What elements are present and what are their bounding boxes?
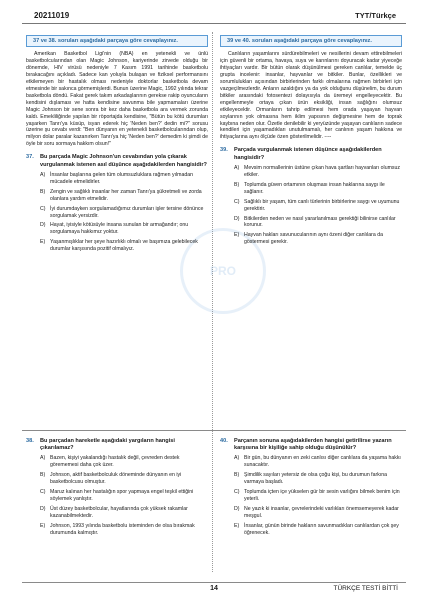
option-d[interactable]: D) Ne yazık ki insanlar, çevrelerindeki varlıkları önemsemeyerek kadar meşgul.	[234, 506, 399, 520]
option-e[interactable]: E) Johnson, 1993 yılında basketbolu isteminden de olsa bırakmak durumunda kalmıştır.	[40, 523, 195, 536]
footer-rule	[22, 582, 406, 583]
left-column	[26, 35, 208, 256]
left-passage: Amerikan Basketbol Ligi'nin (NBA) en yetenekli ve ünlü basketbolcularından olan Magic Johnson, kariyerinde zirvede olduğu bir dönemde, HIV virüsü nedeniyle 7 Kasım 1991 tarihinde basketbolu bırakacağını açıkladı. Sadece kan yoluyla bulaşan ve fiziksel performansını etkilemeyen bir hastalık olması nedeniyle doktorlar basketbola devam etmesinde bir sakınca görmemişlerdi. Bunun üzerine Magic, 1992 yılında tekrar basketbola döndü. Fakat gerek takım arkadaşlarının gerekse rakip oyuncuların kendisini dışlaması ve hatta kendisine savunma bile yapmamaları üzerine Magic Johnson bir sene sonra bir kez daha basketbola ara vermek zorunda kaldı. Emekliliğinde yapılan bir röportajda kendisine, "Bütün bu kötü durumları yaşarken Tanrı'ya küsüp, isyan ederek hiç 'Neden ben?' dedin mi?" sorusu üzerine şu cevabı verdi: "Ben dünyanın en yetenekli basketbolcularından olup, milyon dolar paralar kazanırken Tanrı'ya hiç 'Neden ben?' demedim ki şimdi de öyle bir soru sormaya hakkım olsun!"	[26, 51, 208, 148]
test-end-note: TÜRKÇE TESTİ BİTTİ	[333, 585, 398, 592]
question-number: 40.	[220, 438, 228, 444]
option-a[interactable]: A) Bazen, kişiyi yakalandığı hastalık değil, çevreden destek görememesi daha çok üzer.	[40, 455, 180, 469]
question-40-options	[234, 455, 402, 537]
option-c[interactable]: C) İyi durumdayken sorgulamadığımız durumları işler tersine dönünce sorgulamak yersizdir.	[40, 205, 204, 219]
option-c[interactable]: C) Toplumda içten içe yükselen gür bir sesin varlığını bilmek benim için yeterli.	[234, 489, 400, 503]
option-a[interactable]: A) İnsanlar başlarına gelen tüm olumsuzluklara rağmen yılmadan mücadele etmelidirler.	[40, 171, 194, 185]
option-c[interactable]: C) Sağlıklı bir yaşam, tüm canlı türlerinin birbirlerine saygı ve uyumunu gerektirir.	[234, 198, 400, 212]
option-d[interactable]: D) Bitkilerden neden ve nasıl yararlanılması gerektiği bilinirse canlılar korunur.	[234, 215, 396, 229]
question-37	[26, 154, 208, 168]
left-instruction-box: 37 ve 38. soruları aşağıdaki parçaya göre cevaplayınız.	[26, 35, 208, 47]
option-a[interactable]: A) Mevsim normallerinin üstüne çıkan hava şartları hayvanları olumsuz etkiler.	[234, 164, 400, 178]
publisher-watermark: PRO	[180, 228, 266, 314]
right-instruction-box: 39 ve 40. soruları aşağıdaki parçaya göre cevaplayınız.	[220, 35, 402, 47]
option-b[interactable]: B) Zengin ve sağlıklı insanlar her zaman Tanrı'ya şükretmeli ve zorda olanlara yardım etmelidir.	[40, 188, 202, 202]
header-rule	[22, 23, 406, 24]
option-e[interactable]: E) Hayvan hakları savunucularının aynı özeni diğer canlılara da göstermesi gerekir.	[234, 232, 383, 246]
option-b[interactable]: B) Johnson, aktif basketbolculuk döneminde dünyanın en iyi basketbolcusu olmuştur.	[40, 472, 182, 486]
option-e[interactable]: E) İnsanlar, günün birinde hakların savunmadıkları canlılardan çok şey öğrenecek.	[234, 523, 399, 536]
page-footer	[22, 582, 406, 596]
question-stem: Parçada vurgulanmak istenen düşünce aşağıdakilerden hangisidir?	[234, 147, 382, 161]
option-e[interactable]: E) Yaşanmışlıklar her şeye hazırlıklı olmalı ve başımıza gelebilecek durumlar karşısında pozitif olmalıyız.	[40, 239, 198, 253]
option-b[interactable]: B) Şimdilik sayıları yetersiz de olsa çoğu kişi, bu durumun farkına varmaya başladı.	[234, 472, 388, 486]
question-39	[220, 147, 402, 161]
right-passage: Canlıların yaşamlarını sürdürebilmeleri ve nesillerini devam ettirebilmeleri için güvenli bir ortama, havaya, suya ve karınlarını doyuracak kadar yiyeceğe ihtiyaçları vardır. Bir bütün olarak düşünülmesi gereken canlılar, temelde üç grupta incelenir: insanlar, hayvanlar ve bitkiler. Bunlar, özellikleri ve sorumlulukları açısından birbirlerinden farklı olmalarına rağmen birbirleri için vazgeçilmezlerdir. Anların azaldığını ya da yok olduğunu düşünelim, bu durum bitkiler arasındaki fotosentezi dolayısıyla da üremeyi engelleyecektir. Bu engellenmeyle ortaya çıkan ürün eksikliği, insan sağlığını olumsuz etkileyecektir. Ormanların tahrip edilmesi hem orada yaşayan hayvan soylarının yok olmasına hem iklim yapısının değişmesine hem de toprak kaybına neden olur. Özetle denilebilir ki yeryüzünde yaşayan canlıların sadece kendileri için yaşamadıkları unutulmamalı, her canlının yaşam hakkına ve ihtiyaçlarına aynı ölçüde özen gösterilmelidir. ----	[220, 51, 402, 141]
question-stem: Bu parçada Magic Johnson'un cevabından yola çıkarak vurgulanmak istenen asıl düşünce aşağıdakilerden hangisidir?	[40, 154, 207, 168]
question-38	[26, 438, 208, 452]
right-column	[220, 35, 402, 249]
option-c[interactable]: C) Maruz kalınan her hastalığın spor yapmaya engel teşkil ettiğini söylemek yanlıştır.	[40, 489, 194, 503]
option-b[interactable]: B) Toplumda güven ortamının oluşması insan haklarına saygı ile sağlanır.	[234, 181, 385, 195]
exam-code: 20211019	[34, 11, 70, 20]
question-38-block	[26, 438, 208, 540]
section-divider	[22, 430, 406, 431]
question-39-options	[234, 165, 402, 247]
option-d[interactable]: D) Hayat, iyisiyle kötüsüyle insana sunulan bir armağandır; onu sorgulamaya hakkımız yoktur.	[40, 222, 189, 236]
option-a[interactable]: A) Bir gün, bu dünyanın en zeki canlısı diğer canlılara da yaşama hakkı sunacaktır.	[234, 455, 401, 469]
question-38-options	[40, 455, 208, 537]
subject-label: TYT/Türkçe	[355, 11, 396, 20]
question-number: 37.	[26, 154, 34, 161]
question-stem: Bu parçadan hareketle aşağıdaki yargıların hangisi çıkarılamaz?	[40, 438, 175, 452]
page-header	[22, 10, 406, 24]
question-number: 38.	[26, 438, 34, 444]
question-number: 39.	[220, 147, 228, 154]
question-stem: Parçanın sonuna aşağıdakilerden hangisi getirilirse yazarın karşısına bir kişiliğe sahip olduğu düşünülür?	[234, 438, 392, 452]
question-40	[220, 438, 402, 452]
question-40-block	[220, 438, 402, 540]
page-number: 14	[210, 585, 218, 592]
question-37-options	[40, 172, 208, 254]
option-d[interactable]: D) Üst düzey basketbolcular, hayatlarında çok yüksek rakamlar kazanabilmektedir.	[40, 506, 188, 520]
